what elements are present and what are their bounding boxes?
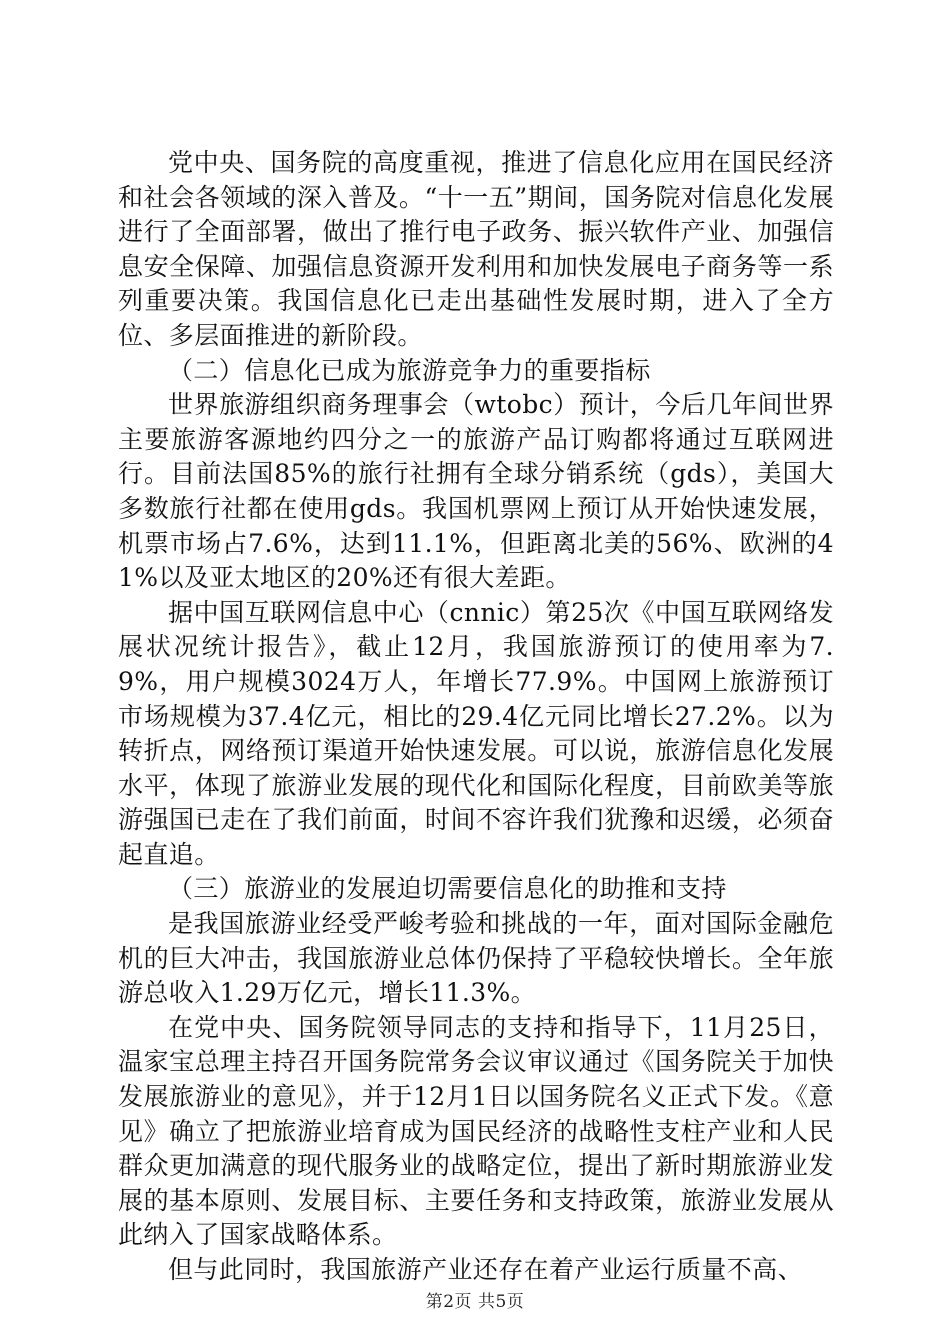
paragraph-tourism-growth: 是我国旅游业经受严峻考验和挑战的一年，面对国际金融危机的巨大冲击，我国旅游业总体仍保持了平稳较快增长。全年旅游总收入1.29万亿元，增长11.3%。	[118, 909, 834, 1008]
section-heading-2: （二）信息化已成为旅游竞争力的重要指标	[168, 355, 651, 385]
paragraph-informatization-deployment: 党中央、国务院的高度重视，推进了信息化应用在国民经济和社会各领域的深入普及。“十一五”期间，国务院对信息化发展进行了全面部署，做出了推行电子政务、振兴软件产业、加强信息安全保障、加强信息资源开发利用和加快发展电子商务等一系列重要决策。我国信息化已走出基础性发展时期，进入了全方位、多层面推进的新阶段。	[118, 148, 834, 350]
paragraph-state-council-opinion: 在党中央、国务院领导同志的支持和指导下，11月25日，温家宝总理主持召开国务院常务会议审议通过《国务院关于加快发展旅游业的意见》，并于12月1日以国务院名义正式下发。《意见》确立了把旅游业培育成为国民经济的战略性支柱产业和人民群众更加满意的现代服务业的战略定位，提出了新时期旅游业发展的基本原则、发展目标、主要任务和支持政策，旅游业发展从此纳入了国家战略体系。	[118, 1012, 834, 1250]
paragraph-industry-issues: 但与此同时，我国旅游产业还存在着产业运行质量不高、	[168, 1255, 804, 1284]
page-number-footer: 第2页 共5页	[425, 1292, 525, 1312]
paragraph-cnnic-report: 据中国互联网信息中心（cnnic）第25次《中国互联网络发展状况统计报告》，截止12月，我国旅游预订的使用率为7.9%，用户规模3024万人，年增长77.9%。中国网上旅游预订市场规模为37.4亿元，相比的29.4亿元同比增长27.2%。以为转折点，网络预订渠道开始快速发展。可以说，旅游信息化发展水平，体现了旅游业发展的现代化和国际化程度，目前欧美等旅游强国已走在了我们前面，时间不容许我们犹豫和迟缓，必须奋起直追。	[118, 597, 834, 869]
section-heading-3: （三）旅游业的发展迫切需要信息化的助推和支持	[168, 874, 727, 904]
paragraph-wtobc-forecast: 世界旅游组织商务理事会（wtobc）预计，今后几年间世界主要旅游客源地约四分之一的旅游产品订购都将通过互联网进行。目前法国85%的旅行社拥有全球分销系统（gds），美国大多数旅行社都在使用gds。我国机票网上预订从开始快速发展，机票市场占7.6%，达到11.1%，但距离北美的56%、欧洲的41%以及亚太地区的20%还有很大差距。	[118, 390, 834, 593]
document-body	[118, 146, 834, 1288]
